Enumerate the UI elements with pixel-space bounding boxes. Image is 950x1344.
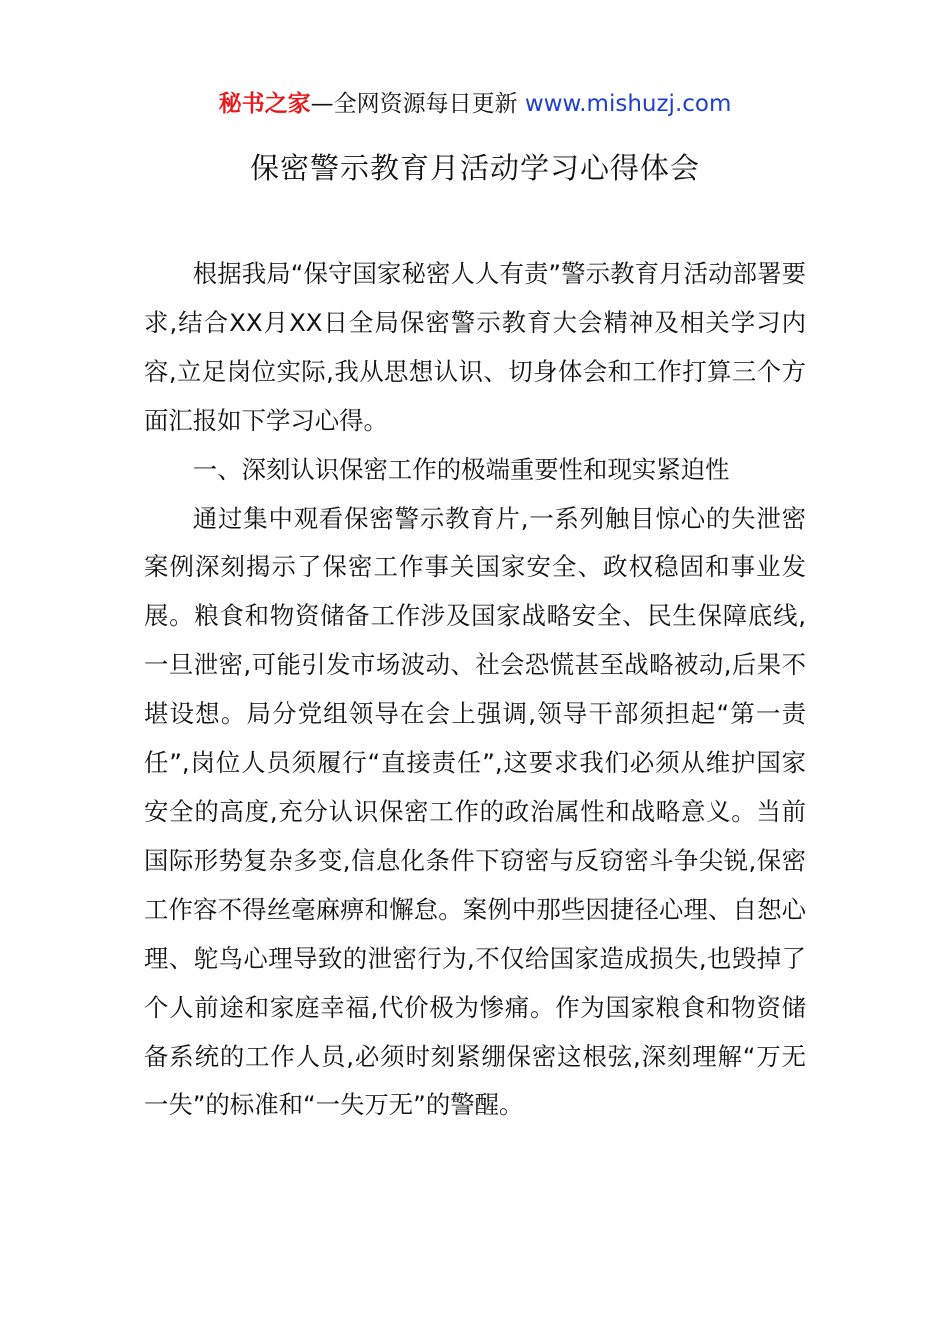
- body-paragraph: 通过集中观看保密警示教育片,一系列触目惊心的失泄密案例深刻揭示了保密工作事关国家安全、政权稳固和事业发展。粮食和物资储备工作涉及国家战略安全、民生保障底线,一旦泄密,可能引发市场波动、社会恐慌甚至战略被动,后果不堪设想。局分党组领导在会上强调,领导干部须担起“第一责任”,岗位人员须履行“直接责任”,这要求我们必须从维护国家安全的高度,充分认识保密工作的政治属性和战略意义。当前国际形势复杂多变,信息化条件下窃密与反窃密斗争尖锐,保密工作容不得丝毫麻痹和懈怠。案例中那些因捷径心理、自恕心理、鸵鸟心理导致的泄密行为,不仅给国家造成损失,也毁掉了个人前途和家庭幸福,代价极为惨痛。作为国家粮食和物资储备系统的工作人员,必须时刻紧绷保密这根弦,深刻理解“万无一失”的标准和“一失万无”的警醒。: [144, 503, 806, 1120]
- site-header: [0, 88, 950, 120]
- intro-paragraph: 根据我局“保守国家秘密人人有责”警示教育月活动部署要求,结合XX月XX日全局保密警示教育大会精神及相关学习内容,立足岗位实际,我从思想认识、切身体会和工作打算三个方面汇报如下学习心得。: [144, 259, 806, 435]
- document-body: [144, 250, 806, 1130]
- document-title: 保密警示教育月活动学习心得体会: [249, 151, 700, 185]
- site-url-link[interactable]: www.mishuzj.com: [524, 91, 732, 117]
- section-heading: 一、深刻认识保密工作的极端重要性和现实紧迫性: [192, 454, 730, 484]
- site-tagline: —全网资源每日更新: [310, 91, 518, 117]
- brand-name: 秘书之家: [218, 91, 311, 117]
